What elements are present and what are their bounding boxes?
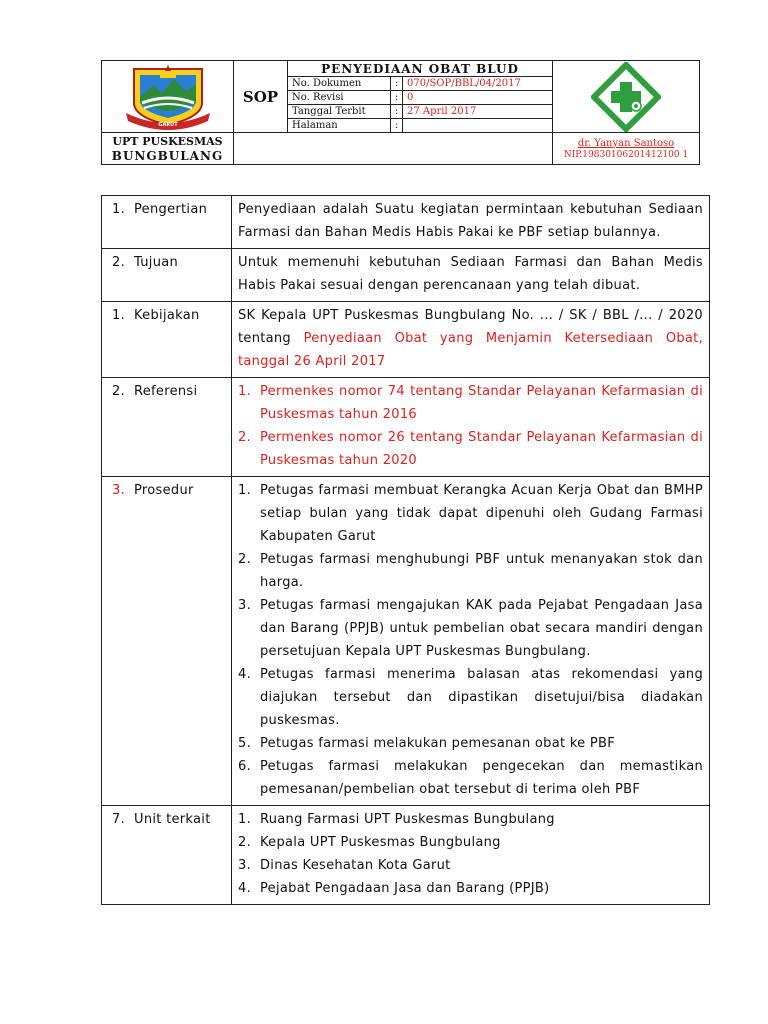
signer-nip: NIP.19830106201412100 1 [563,149,689,160]
list-item [238,548,703,594]
section-title: Tujuan [134,255,179,270]
section-text: Penyediaan adalah Suatu kegiatan permintaan kebutuhan Sediaan Farmasi dan Bahan Medis Habis Pakai ke PBF setiap bulannya. [232,196,710,249]
section-row-prosedur [102,477,710,806]
item-text: Petugas farmasi menerima balasan atas rekomendasi yang diajukan tersebut dan dipastikan disetujui/bisa diadakan puskesmas. [260,667,703,728]
item-number: 1. [238,812,252,827]
item-text: Ruang Farmasi UPT Puskesmas Bungbulang [260,812,555,827]
svg-text:GARUT: GARUT [157,121,178,128]
section-title: Referensi [134,384,198,399]
list-item [238,380,703,426]
field-value: 27 April 2017 [403,105,553,119]
section-label [102,196,232,249]
field-label: Tanggal Terbit [288,105,391,119]
item-text: Petugas farmasi mengajukan KAK pada Pejabat Pengadaan Jasa dan Barang (PPJB) untuk pembelian obat secara mandiri dengan persetujuan Kepala UPT Puskesmas Bungbulang. [260,598,703,659]
item-number: 5. [238,736,252,751]
item-number: 1. [238,483,252,498]
puskesmas-logo-icon [591,62,661,132]
field-label: Halaman [288,119,391,133]
item-text: Pejabat Pengadaan Jasa dan Barang (PPJB) [260,881,550,896]
related-unit-list [238,808,703,900]
section-list-cell [232,378,710,477]
field-colon: : [391,91,403,105]
item-text: Permenkes nomor 26 tentang Standar Pelayanan Kefarmasian di Puskesmas tahun 2020 [260,430,703,468]
section-label [102,302,232,378]
field-label: No. Dokumen [288,77,391,91]
list-item [238,426,703,472]
sop-label: SOP [234,61,288,133]
blank-cell [234,133,553,165]
section-row-tujuan [102,249,710,302]
organization-line-1: UPT PUSKESMAS [112,134,223,148]
field-label: No. Revisi [288,91,391,105]
organization-name [102,133,234,165]
item-text: Permenkes nomor 74 tentang Standar Pelayanan Kefarmasian di Puskesmas tahun 2016 [260,384,703,422]
field-colon: : [391,77,403,91]
document-title: PENYEDIAAN OBAT BLUD [288,61,553,77]
field-colon: : [391,119,403,133]
section-text: Untuk memenuhi kebutuhan Sediaan Farmasi dan Bahan Medis Habis Pakai sesuai dengan perencanaan yang telah dibuat. [232,249,710,302]
field-colon: : [391,105,403,119]
item-number: 2. [238,430,252,445]
list-item [238,594,703,663]
section-title: Prosedur [134,483,194,498]
regency-logo-cell [102,61,234,133]
item-text: Petugas farmasi melakukan pengecekan dan memastikan pemesanan/pembelian obat tersebut di terima oleh PBF [260,759,703,797]
field-value: 0 [403,91,553,105]
section-row-unit-terkait [102,806,710,905]
list-item [238,732,703,755]
section-number: 1. [112,308,126,323]
item-text: Kepala UPT Puskesmas Bungbulang [260,835,501,850]
list-item [238,755,703,801]
list-item [238,479,703,548]
section-number: 3. [112,483,126,498]
puskesmas-logo-cell [553,61,700,133]
section-label [102,249,232,302]
section-title: Unit terkait [134,812,211,827]
section-number: 2. [112,255,126,270]
section-label [102,378,232,477]
policy-text-highlight: Penyediaan Obat yang Menjamin Ketersediaan Obat, tanggal 26 April 2017 [238,331,703,369]
item-text: Petugas farmasi melakukan pemesanan obat ke PBF [260,736,616,751]
section-row-pengertian [102,196,710,249]
item-number: 3. [238,858,252,873]
item-number: 1. [238,384,252,399]
section-label [102,477,232,806]
section-list-cell [232,477,710,806]
section-text [232,302,710,378]
organization-line-2: BUNGBULANG [111,148,224,163]
list-item [238,831,703,854]
section-label [102,806,232,905]
field-value: 070/SOP/BBL/04/2017 [403,77,553,91]
procedure-list [238,479,703,801]
sop-content-table [101,195,710,905]
section-row-referensi [102,378,710,477]
section-list-cell [232,806,710,905]
section-title: Pengertian [134,202,208,217]
policy-text: SK Kepala UPT Puskesmas Bungbulang No. ... / SK / BBL /... / 2020 tentang [238,308,703,346]
section-number: 2. [112,384,126,399]
reference-list [238,380,703,472]
field-value [403,119,553,133]
item-number: 6. [238,759,252,774]
item-number: 2. [238,552,252,567]
section-number: 1. [112,202,126,217]
item-text: Petugas farmasi membuat Kerangka Acuan Kerja Obat dan BMHP setiap bulan yang tidak dapat dipenuhi oleh Gudang Farmasi Kabupaten Garut [260,483,703,544]
list-item [238,854,703,877]
section-number: 7. [112,812,126,827]
section-row-kebijakan [102,302,710,378]
signer-name: dr. Yanyan Santoso [577,137,675,149]
list-item [238,877,703,900]
item-text: Petugas farmasi menghubungi PBF untuk menanyakan stok dan harga. [260,552,703,590]
item-number: 4. [238,881,252,896]
item-number: 3. [238,598,252,613]
section-title: Kebijakan [134,308,200,323]
item-text: Dinas Kesehatan Kota Garut [260,858,451,873]
signer-block [553,133,700,165]
item-number: 4. [238,667,252,682]
sop-header-table [101,60,700,165]
item-number: 2. [238,835,252,850]
list-item [238,808,703,831]
garut-regency-logo-icon [120,63,216,131]
list-item [238,663,703,732]
